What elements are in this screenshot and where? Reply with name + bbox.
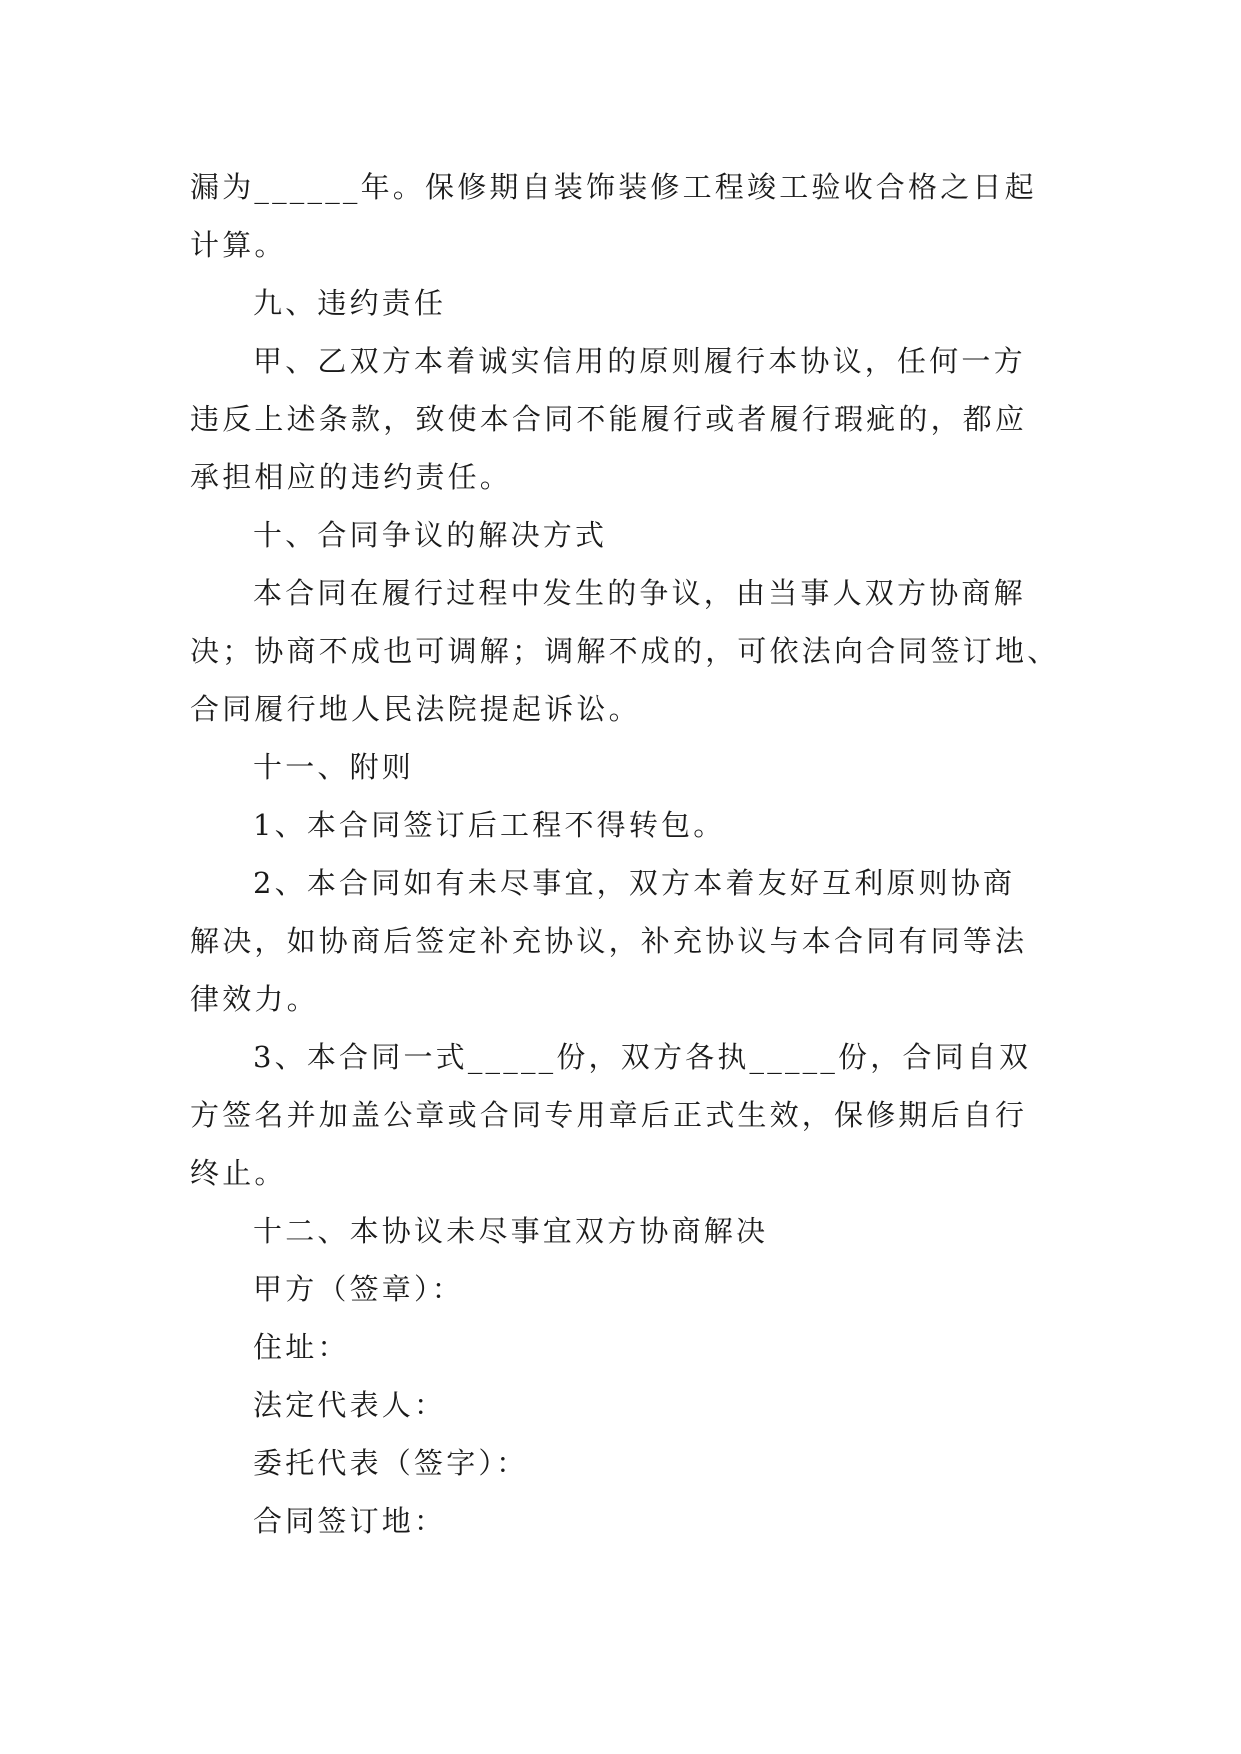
text-line: 本合同在履行过程中发生的争议，由当事人双方协商解 bbox=[253, 576, 1026, 610]
authorized-representative-label: 委托代表（签字）： bbox=[253, 1446, 529, 1480]
signing-place-label: 合同签订地： bbox=[253, 1504, 447, 1538]
text-line: 甲、乙双方本着诚实信用的原则履行本协议，任何一方 bbox=[253, 344, 1026, 378]
text-line: 3、本合同一式_____份，双方各执_____份，合同自双 bbox=[253, 1040, 1032, 1074]
text-line: 决；协商不成也可调解；调解不成的，可依法向合同签订地、 bbox=[190, 634, 1060, 668]
party-a-signature-label: 甲方（签章）： bbox=[253, 1272, 464, 1306]
text-line: 1、本合同签订后工程不得转包。 bbox=[253, 808, 726, 842]
section-heading-12: 十二、本协议未尽事宜双方协商解决 bbox=[253, 1214, 769, 1248]
text-line: 解决，如协商后签定补充协议，补充协议与本合同有同等法 bbox=[190, 924, 1028, 958]
text-line: 承担相应的违约责任。 bbox=[190, 460, 513, 494]
section-heading-9: 九、违约责任 bbox=[253, 286, 447, 320]
text-line: 律效力。 bbox=[190, 982, 319, 1016]
text-line: 终止。 bbox=[190, 1156, 287, 1190]
address-label: 住址： bbox=[253, 1330, 350, 1364]
text-line: 合同履行地人民法院提起诉讼。 bbox=[190, 692, 641, 726]
text-line: 漏为______年。保修期自装饰装修工程竣工验收合格之日起 bbox=[190, 170, 1037, 204]
text-line: 违反上述条款，致使本合同不能履行或者履行瑕疵的，都应 bbox=[190, 402, 1028, 436]
legal-representative-label: 法定代表人： bbox=[253, 1388, 447, 1422]
text-line: 2、本合同如有未尽事宜，双方本着友好互利原则协商 bbox=[253, 866, 1016, 900]
document-body bbox=[190, 158, 1060, 1550]
text-line: 方签名并加盖公章或合同专用章后正式生效，保修期后自行 bbox=[190, 1098, 1028, 1132]
text-line: 计算。 bbox=[190, 228, 287, 262]
section-heading-11: 十一、附则 bbox=[253, 750, 415, 784]
section-heading-10: 十、合同争议的解决方式 bbox=[253, 518, 608, 552]
